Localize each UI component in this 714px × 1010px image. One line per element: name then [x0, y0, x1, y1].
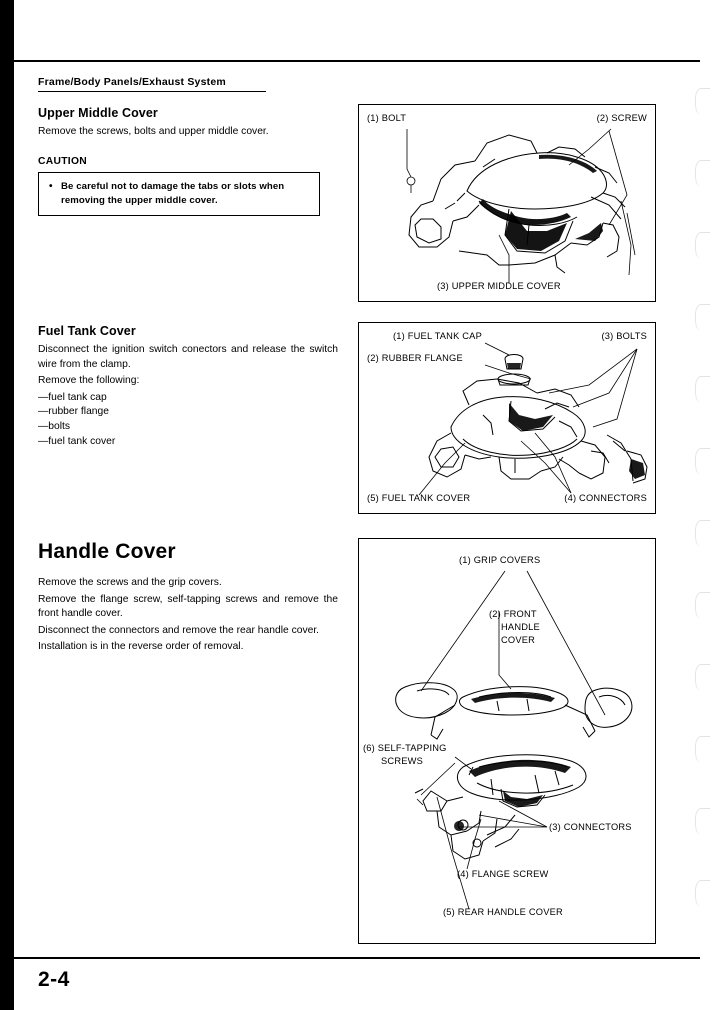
section-handle-cover [38, 540, 338, 657]
page-curl-mark [695, 376, 710, 403]
section-body-line: Remove the following: [38, 375, 140, 387]
list-item: —fuel tank cover [38, 435, 116, 447]
figure-callout: (5) REAR HANDLE COVER [443, 907, 563, 917]
page-curl-mark [695, 664, 710, 691]
figure-callout: COVER [501, 635, 536, 645]
list-item: —rubber flange [38, 406, 109, 418]
bullet-icon: • [49, 180, 53, 192]
section-body-line: Disconnect the ignition switch conectors and release the switch wire from the clamp. [38, 344, 338, 370]
page-curl-mark [695, 736, 710, 763]
caution-item [47, 180, 311, 208]
page-curl-mark [695, 232, 710, 259]
figure-callout: (3) UPPER MIDDLE COVER [437, 281, 561, 292]
figure-callout: (4) FLANGE SCREW [457, 869, 549, 879]
section-body-line: Disconnect the connectors and remove the rear handle cover. [38, 624, 320, 636]
page-curl-mark [695, 88, 710, 115]
figure-callout: (6) SELF-TAPPING [363, 743, 447, 753]
header-title: Frame/Body Panels/Exhaust System [38, 76, 226, 88]
section-body-line: Remove the flange screw, self-tapping screws and remove the front handle cover. [38, 593, 338, 620]
figure-callout: (2) SCREW [596, 113, 647, 123]
section-title: Fuel Tank Cover [38, 324, 136, 338]
figure-fuel-tank-cover [358, 322, 656, 514]
page-curl-mark [695, 448, 710, 475]
caution-box [38, 172, 320, 217]
page-number: 2-4 [38, 968, 70, 991]
page-curl-mark [695, 592, 710, 619]
section-body-line: Remove the screws, bolts and upper middle cover. [38, 126, 269, 137]
figure-upper-middle-cover [358, 104, 656, 302]
figure-upper-middle-cover-drawing [359, 105, 655, 301]
page-curl-mark [695, 880, 710, 907]
page-curl-mark [695, 160, 710, 187]
figure-callout: (5) FUEL TANK COVER [367, 493, 471, 504]
page-title: Upper Middle Cover [38, 106, 158, 120]
section-fuel-tank-cover [38, 324, 338, 449]
figure-callout: (3) CONNECTORS [549, 822, 632, 832]
figure-handle-cover [358, 538, 656, 944]
section-upper-middle-cover [38, 106, 338, 216]
figure-callout: (1) FUEL TANK CAP [393, 331, 482, 341]
list-item: —bolts [38, 421, 71, 433]
running-header [38, 76, 638, 92]
figure-callout: (3) BOLTS [601, 331, 647, 341]
page-edge-bar [0, 0, 14, 1010]
figure-callout: (1) GRIP COVERS [459, 555, 541, 565]
figure-callout: (2) FRONT [489, 609, 537, 619]
section-body-line: Installation is in the reverse order of removal. [38, 641, 244, 653]
bottom-rule [14, 957, 700, 959]
list-item: —fuel tank cap [38, 391, 107, 403]
caution-item-text: Be careful not to damage the tabs or slots when removing the upper middle cover. [61, 180, 285, 206]
page-curl-mark [695, 304, 710, 331]
figure-fuel-tank-cover-drawing [359, 323, 655, 513]
figure-handle-cover-drawing [359, 539, 655, 943]
page-curl-mark [695, 808, 710, 835]
header-rule [38, 91, 266, 92]
figure-callout: HANDLE [501, 622, 540, 632]
figure-callout: SCREWS [381, 756, 424, 766]
figure-callout: (1) BOLT [367, 113, 407, 123]
section-body-line: Remove the screws and the grip covers. [38, 577, 222, 588]
page-curl-mark [695, 520, 710, 547]
figure-callout: (2) RUBBER FLANGE [367, 353, 463, 363]
top-rule [14, 60, 700, 62]
section-title: Handle Cover [38, 540, 176, 563]
caution-label: CAUTION [38, 155, 88, 167]
figure-callout: (4) CONNECTORS [564, 493, 647, 504]
